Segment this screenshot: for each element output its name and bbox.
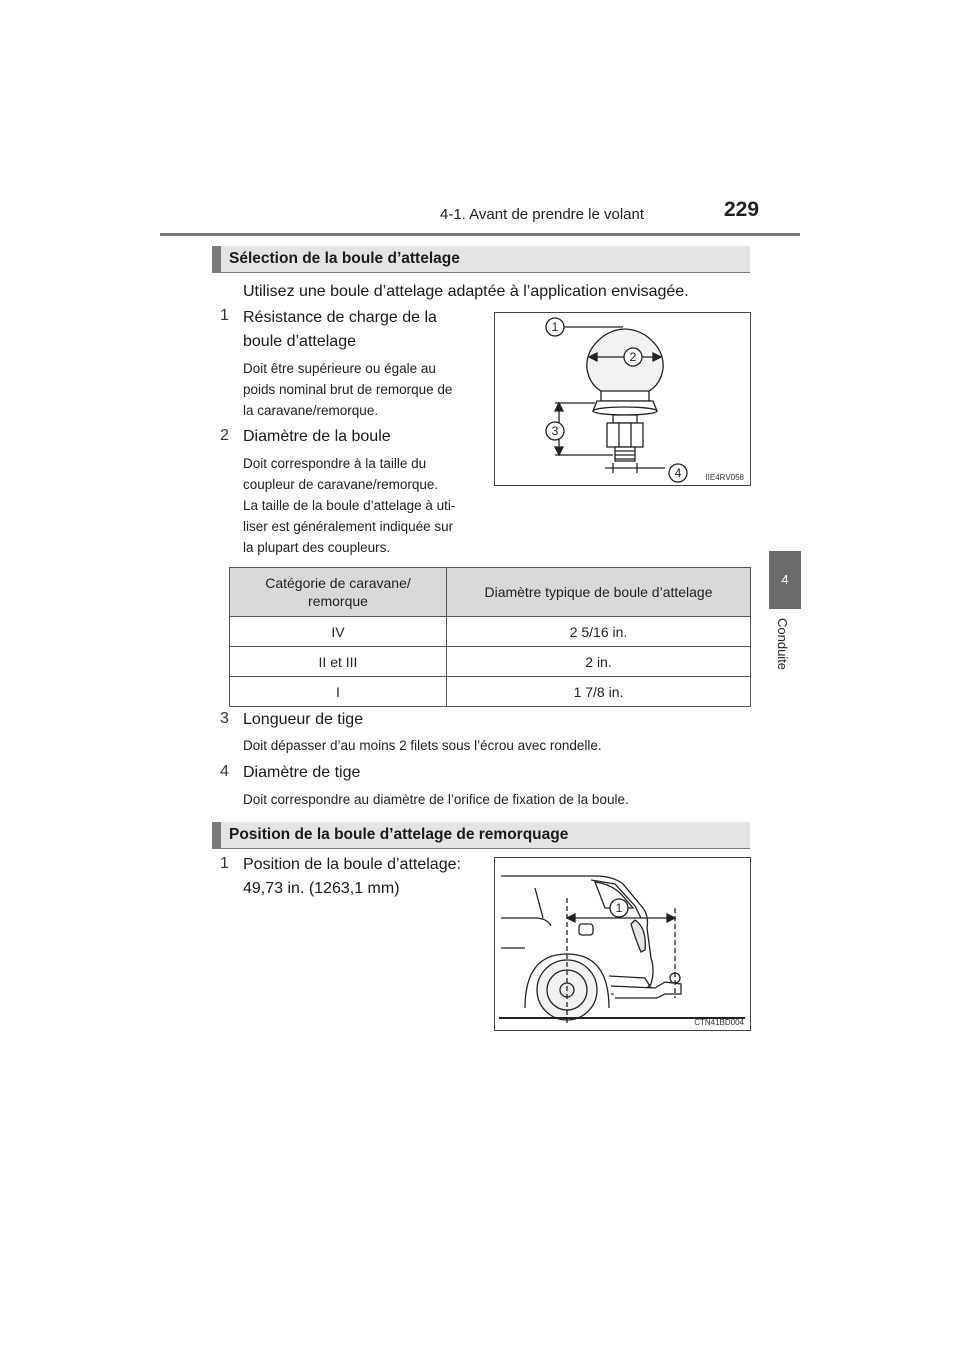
figure-code: CTN41BD004 (694, 1018, 744, 1027)
section-heading-ball-selection: Sélection de la boule d’attelage (212, 246, 750, 272)
page-number: 229 (724, 198, 760, 221)
section-intro: Utilisez une boule d’attelage adaptée à l’application envisagée. (243, 283, 689, 300)
figure-callout: 3 (551, 424, 559, 438)
hitch-ball-illustration (495, 313, 750, 485)
table-cell: 2 5/16 in. (447, 617, 751, 647)
item-position-value: 49,73 in. (1263,1 mm) (243, 880, 400, 897)
hitch-ball-figure (494, 312, 751, 486)
figure-callout: 4 (674, 466, 682, 480)
item-number: 1 (220, 307, 229, 324)
item-desc-line: Doit dépasser d’au moins 2 filets sous l’écrou avec rondelle. (243, 738, 602, 753)
figure-code: IIE4RV058 (705, 473, 744, 482)
item-title-shank-length: Longueur de tige (243, 711, 364, 728)
chapter-title: 4-1. Avant de prendre le volant (440, 206, 645, 223)
table-header-diameter: Diamètre typique de boule d’attelage (447, 568, 751, 617)
item-desc-line: Doit être supérieure ou égale au (243, 361, 436, 376)
item-desc-line: Doit correspondre à la taille du (243, 456, 427, 471)
hitch-ball-table (229, 567, 751, 707)
item-title-load-capacity-cont: boule d’attelage (243, 333, 356, 350)
header-rule (160, 233, 800, 236)
table-row (230, 617, 751, 647)
item-number: 4 (220, 763, 229, 780)
table-header-row (230, 568, 751, 617)
item-desc-line: la caravane/remorque. (243, 403, 379, 418)
item-desc-line: coupleur de caravane/remorque. (243, 477, 439, 492)
item-title-ball-diameter: Diamètre de la boule (243, 428, 391, 445)
chapter-tab-number: 4 (781, 572, 789, 587)
table-cell: 1 7/8 in. (447, 677, 751, 707)
table-row (230, 647, 751, 677)
item-desc-line: Doit correspondre au diamètre de l’orifice de fixation de la boule. (243, 792, 629, 807)
vehicle-rear-illustration (495, 858, 750, 1030)
table-row (230, 677, 751, 707)
item-title-shank-diameter: Diamètre de tige (243, 764, 361, 781)
figure-callout: 2 (629, 350, 637, 364)
chapter-tab (769, 551, 801, 609)
vehicle-rear-figure (494, 857, 751, 1031)
item-title-load-capacity: Résistance de charge de la (243, 309, 437, 326)
table-header-category: Catégorie de caravane/ remorque (230, 568, 447, 617)
item-desc-line: liser est généralement indiquée sur (243, 519, 454, 534)
chapter-tab-label-text: Conduite (775, 618, 790, 671)
item-desc-line: La taille de la boule d’attelage à uti- (243, 498, 456, 513)
section-heading-underline (212, 272, 750, 273)
figure-callout: 1 (615, 901, 623, 915)
figure-callout: 1 (551, 320, 559, 334)
table-cell: II et III (230, 647, 447, 677)
section-heading-ball-position: Position de la boule d’attelage de remorquage (212, 822, 750, 848)
item-position-title: Position de la boule d’attelage: (243, 856, 461, 873)
table-cell: 2 in. (447, 647, 751, 677)
section-heading-underline (212, 848, 750, 849)
item-number: 3 (220, 710, 229, 727)
table-cell: I (230, 677, 447, 707)
item-desc-line: poids nominal brut de remorque de (243, 382, 453, 397)
item-desc-line: la plupart des coupleurs. (243, 540, 391, 555)
item-number: 1 (220, 855, 229, 872)
table-cell: IV (230, 617, 447, 647)
chapter-tab-label (772, 618, 796, 688)
item-number: 2 (220, 427, 229, 444)
